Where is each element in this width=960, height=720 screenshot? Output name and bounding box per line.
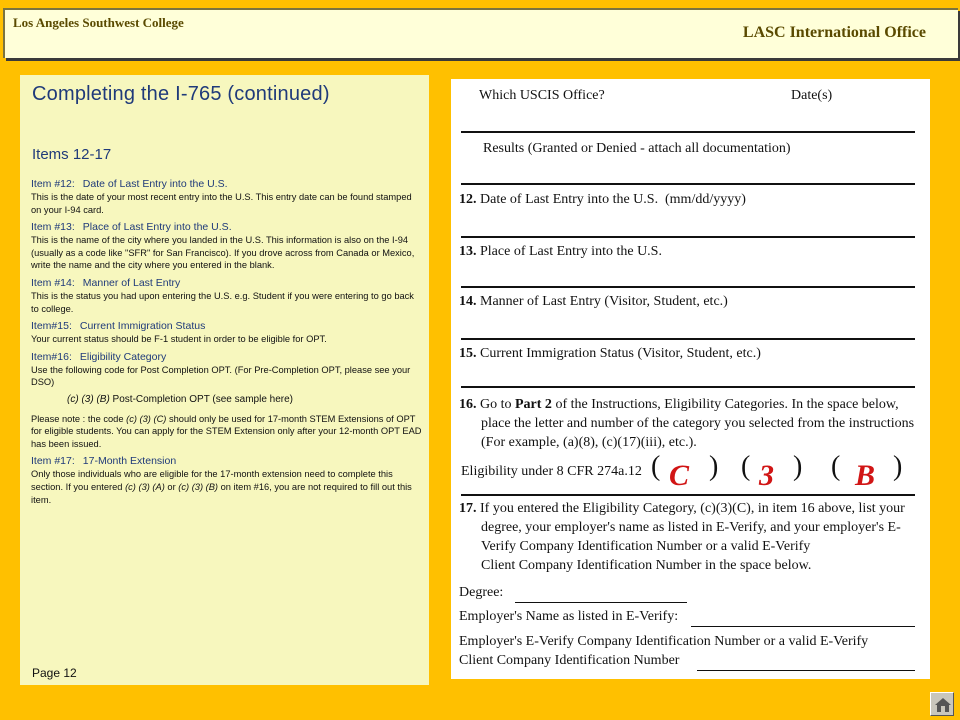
item-14-num: 14. bbox=[459, 294, 477, 309]
item-number: Item #12: bbox=[31, 178, 75, 190]
item-title: Place of Last Entry into the U.S. bbox=[82, 221, 232, 234]
code: (c) (3) (B) bbox=[67, 393, 110, 405]
item-number: Item #17: bbox=[31, 455, 75, 468]
code-line bbox=[67, 394, 423, 407]
page-title: Completing the I-765 (continued) bbox=[32, 83, 330, 105]
rule bbox=[461, 131, 915, 133]
item-12-num: 12. bbox=[459, 192, 477, 207]
note-code: (c) (3) (C) bbox=[126, 413, 167, 424]
item-13-num: 13. bbox=[459, 244, 477, 259]
items-heading: Items 12-17 bbox=[32, 146, 112, 163]
rule bbox=[461, 183, 915, 185]
item-body: This is the date of your most recent entry into the U.S. This entry date can be found stamped on your I-94 card. bbox=[31, 192, 412, 215]
items-list bbox=[31, 178, 423, 511]
office-name: LASC International Office bbox=[742, 24, 926, 41]
item-15-label: Current Immigration Status (Visitor, Student, etc.) bbox=[480, 346, 761, 361]
paren: ) bbox=[793, 451, 803, 482]
eligibility-code-letter: C bbox=[669, 459, 690, 492]
dates-label: Date(s) bbox=[791, 88, 833, 103]
item-title: Date of Last Entry into the U.S. bbox=[82, 178, 228, 190]
rule bbox=[691, 626, 915, 627]
eligibility-code-number: 3 bbox=[759, 459, 774, 492]
eligibility-code-letter-2: B bbox=[855, 459, 876, 492]
rule bbox=[461, 286, 915, 288]
home-button[interactable] bbox=[930, 692, 954, 716]
item-16-line: (For example, (a)(8), (c)(17)(iii), etc.). bbox=[481, 435, 697, 450]
paren: ( bbox=[741, 451, 751, 482]
rule bbox=[461, 338, 915, 340]
home-icon bbox=[934, 696, 952, 714]
results-label: Results (Granted or Denied - attach all documentation) bbox=[483, 141, 791, 156]
item-12 bbox=[31, 178, 423, 216]
college-name: Los Angeles Southwest College bbox=[13, 15, 184, 30]
eligibility-label: Eligibility under 8 CFR 274a.12 bbox=[461, 464, 642, 479]
employer-label: Employer's Name as listed in E-Verify: bbox=[459, 609, 679, 624]
form-sample-image: Which USCIS Office? Date(s) Results (Granted or Denied - attach all documentation) 12. Date of Last Entry into the U.S. (mm/dd/yyyy) 13. Place of Last Entry into the U.S. 14. Manner of Last Entry (Visitor, Student, etc.) 15. Current Immigration Status (Visitor, Student, etc.) 16. Go to Part 2 of the Instructions, Eligibility Categories. In the space below, place the letter and number of the category you selected from the instructions (For example, (a)(8), (c)(17)(iii), etc.). Eligibility under 8 CFR 274a.12 ( C ) ( 3 ) ( B ) 17. If you entered the Eligibility Category, (c)(3)(C), in item 16 above, list your degree, your employer's name as listed in E-Verify, and your employer's E- Verify Company Identification Number or a valid E-Verify Client Company Identification Number in the space below. Degree: Employer's Name as listed in E-Verify: Employer's E-Verify Company Identification Number or a valid E-Verify Client Company Identification Number bbox=[451, 79, 930, 679]
page-number: Page 12 bbox=[32, 666, 77, 680]
item-body: Your current status should be F-1 student in order to be eligible for OPT. bbox=[31, 334, 327, 345]
item-17-line: If you entered the Eligibility Category, (c)(3)(C), in item 16 above, list your bbox=[480, 501, 905, 516]
item-17-line: Verify Company Identification Number or a valid E-Verify bbox=[481, 539, 811, 554]
degree-label: Degree: bbox=[459, 585, 504, 600]
instructions-panel bbox=[20, 75, 429, 685]
item-body: Only those individuals who are eligible for the 17-month extension need to complete this section. If you entered (c) (3) (A) or (c) (3) (B) on item #16, you are not required to fill out this item. bbox=[31, 469, 412, 505]
item-15 bbox=[31, 320, 423, 346]
paren: ) bbox=[893, 451, 903, 482]
item-14-label: Manner of Last Entry (Visitor, Student, etc.) bbox=[480, 294, 728, 309]
item-16 bbox=[31, 351, 423, 389]
item-14 bbox=[31, 277, 423, 315]
header-banner bbox=[3, 8, 958, 58]
item-17-line: degree, your employer's name as listed in E-Verify, and your employer's E- bbox=[481, 520, 901, 535]
item-body: This is the name of the city where you landed in the U.S. This information is also on the I-94 (usually as a code like "SFR" for San Francisco). If you drove across from Canada or Mexico, write the name and the city where you entered in the blank. bbox=[31, 235, 415, 271]
item-title: Manner of Last Entry bbox=[82, 276, 181, 289]
everify-number-label: Employer's E-Verify Company Identification Number or a valid E-Verify bbox=[459, 634, 869, 649]
item-body: This is the status you had upon entering the U.S. e.g. Student if you were entering to go back to college. bbox=[31, 290, 414, 314]
item-number: Item #14: bbox=[31, 276, 75, 289]
paren: ) bbox=[709, 451, 719, 482]
item-13 bbox=[31, 221, 423, 272]
item-title: Eligibility Category bbox=[79, 350, 167, 363]
paren: ( bbox=[831, 451, 841, 482]
rule bbox=[461, 494, 915, 496]
paren: ( bbox=[651, 451, 661, 482]
item-12-label: Date of Last Entry into the U.S. bbox=[480, 192, 659, 207]
item-number: Item#16: bbox=[31, 350, 72, 363]
rule bbox=[461, 386, 915, 388]
rule bbox=[461, 236, 915, 238]
uscis-office-label: Which USCIS Office? bbox=[479, 88, 605, 103]
item-16-num: 16. bbox=[459, 397, 477, 412]
note-text: should only be used for 17-month STEM Extensions of OPT for eligible students. You can apply for the STEM Extension only after your 12-month OPT EAD has been issued. bbox=[31, 413, 422, 449]
code-text: Post-Completion OPT (see sample here) bbox=[109, 393, 294, 405]
rule bbox=[515, 602, 687, 603]
item-15-num: 15. bbox=[459, 346, 477, 361]
item-title: Current Immigration Status bbox=[79, 320, 206, 333]
rule bbox=[697, 670, 915, 671]
item-17-num: 17. bbox=[459, 501, 477, 516]
note-text: Please note : the code bbox=[31, 413, 127, 424]
item-12-hint: (mm/dd/yyyy) bbox=[665, 192, 746, 207]
item-17 bbox=[31, 455, 423, 506]
item-13-label: Place of Last Entry into the U.S. bbox=[480, 244, 662, 259]
note bbox=[31, 413, 423, 451]
item-16-line: place the letter and number of the category you selected from the instructions bbox=[481, 416, 915, 431]
item-number: Item #13: bbox=[31, 221, 75, 234]
item-17-line: Client Company Identification Number in the space below. bbox=[481, 558, 812, 573]
item-number: Item#15: bbox=[31, 320, 72, 333]
client-number-label: Client Company Identification Number bbox=[459, 653, 680, 668]
item-title: 17-Month Extension bbox=[82, 455, 177, 468]
item-body: Use the following code for Post Completion OPT. (For Pre-Completion OPT, please see your DSO) bbox=[31, 364, 411, 388]
